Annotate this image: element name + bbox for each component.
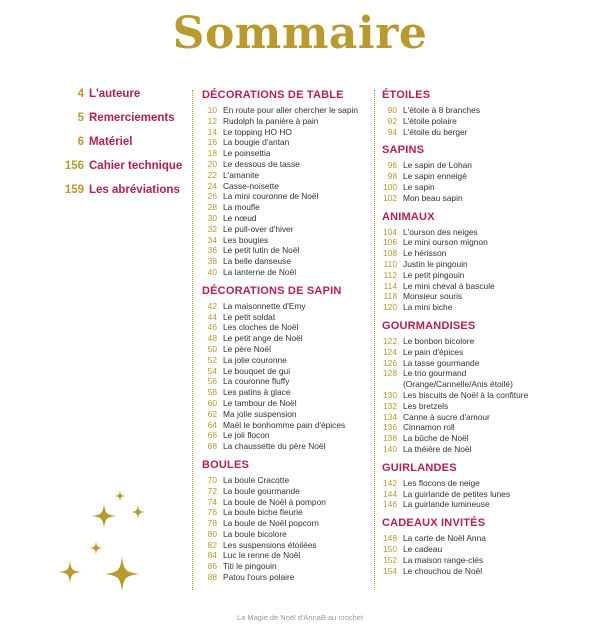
page-number: 128 [383, 368, 397, 379]
entry-label: La mini couronne de Noël [223, 191, 319, 202]
entry-label: Les flocons de neige [403, 477, 480, 488]
toc-entry[interactable] [202, 475, 374, 486]
toc-entry[interactable] [382, 291, 582, 302]
entry-label: Le petit lutin de Noël [223, 245, 300, 256]
page-number: 94 [387, 126, 397, 137]
page-number: 138 [383, 433, 397, 444]
entry-label: La couronne fluffy [223, 376, 290, 387]
front-matter-list [56, 88, 182, 208]
page-number: 124 [383, 346, 397, 357]
toc-entry[interactable] [202, 137, 374, 148]
page-number: 60 [207, 397, 217, 408]
page-number: 64 [207, 419, 217, 430]
entry-label: La bougie d'antan [223, 137, 290, 148]
page-number: 38 [207, 256, 217, 267]
toc-entry[interactable] [382, 270, 582, 281]
toc-entry[interactable] [202, 256, 374, 267]
page-number: 12 [207, 115, 217, 126]
entry-label: La guirlande de petites lunes [403, 488, 511, 499]
entry-label: Justin le pingouin [403, 258, 468, 269]
entry-label: Les biscuits de Noël à la confiture [403, 389, 529, 400]
toc-entry[interactable] [202, 366, 374, 377]
page-number: 159 [64, 184, 84, 196]
toc-entry[interactable] [382, 116, 582, 127]
page-number: 78 [207, 518, 217, 529]
entry-label: Le père Noël [223, 343, 271, 354]
page-number: 146 [383, 499, 397, 510]
entry-label: Le mini ourson mignon [403, 237, 488, 248]
page-number: 140 [383, 443, 397, 454]
toc-entry[interactable] [202, 344, 374, 355]
entry-label: Titi le pingouin [223, 561, 277, 572]
page-number: 80 [207, 528, 217, 539]
entry-label: Rudolph la panière à pain [223, 115, 319, 126]
entry-label: Le pain d'épices [403, 346, 464, 357]
toc-entry[interactable] [382, 358, 582, 369]
page-number: 144 [383, 488, 397, 499]
entry-label: Ma jolie suspension [223, 408, 297, 419]
toc-column-2 [382, 88, 582, 582]
page-number: 100 [383, 181, 397, 192]
page-number: 5 [77, 112, 84, 124]
column-divider-right [374, 90, 375, 590]
page-number: 56 [207, 376, 217, 387]
page-footer: La Magie de Noël d'AnnaB au crochet [236, 613, 364, 622]
entry-label: Le topping HO HO [223, 126, 292, 137]
page-number: 108 [383, 248, 397, 259]
toc-entry[interactable] [202, 301, 374, 312]
toc-entry[interactable] [382, 533, 582, 544]
entry-label: Mon beau sapin [403, 192, 463, 203]
toc-column-1 [202, 88, 374, 589]
page-number: 52 [207, 354, 217, 365]
toc-entry[interactable] [382, 555, 582, 566]
front-matter-label: Les abréviations [89, 184, 180, 196]
page-number: 136 [383, 422, 397, 433]
toc-entry[interactable] [202, 202, 374, 213]
entry-label: L'étoile à 8 branches [403, 105, 481, 115]
entry-label: Monsieur souris [403, 291, 463, 302]
page-number: 118 [383, 291, 397, 302]
toc-entry[interactable] [202, 430, 374, 441]
entry-label: Le trio gourmand [403, 368, 467, 379]
entry-label: Les cloches de Noël [223, 322, 299, 333]
page-number: 20 [207, 158, 217, 169]
front-matter-label: Remerciements [89, 112, 175, 124]
page-number: 4 [77, 88, 84, 100]
toc-entry[interactable] [382, 566, 582, 577]
entry-label: Le bonbon bicolore [403, 335, 475, 346]
entry-label: Cinnamon roll [403, 422, 455, 433]
page-number: 92 [387, 115, 397, 126]
section-title: GUIRLANDES [382, 461, 457, 474]
entry-label: Le poinsettia [223, 148, 271, 159]
toc-entry[interactable] [202, 409, 374, 420]
toc-entry[interactable] [382, 127, 582, 138]
entry-label: La lanterne de Noël [223, 266, 297, 277]
front-matter-label: L'auteure [89, 88, 141, 100]
toc-entry[interactable] [202, 245, 374, 256]
section-title: CADEAUX INVITÉS [382, 517, 486, 530]
toc-entry[interactable] [202, 159, 374, 170]
page-number: 54 [207, 365, 217, 376]
page-number: 70 [207, 474, 217, 485]
page-number: 46 [207, 322, 217, 333]
toc-entry[interactable] [382, 281, 582, 292]
toc-entry[interactable] [382, 422, 582, 433]
toc-entry[interactable] [202, 312, 374, 323]
toc-entry[interactable] [202, 355, 374, 366]
toc-entry[interactable] [382, 478, 582, 489]
section-title: DÉCORATIONS DE TABLE [202, 89, 344, 101]
toc-section [382, 210, 582, 313]
toc-entry[interactable] [202, 322, 374, 333]
entry-label: Le dessous de tasse [223, 158, 300, 169]
toc-section [382, 461, 582, 510]
toc-entry[interactable] [382, 237, 582, 248]
front-matter-item[interactable] [56, 184, 182, 208]
toc-entry[interactable] [382, 489, 582, 500]
page-number: 150 [383, 543, 397, 554]
entry-label: La théière de Noël [403, 443, 472, 454]
toc-entry[interactable] [202, 507, 374, 518]
toc-entry[interactable] [202, 170, 374, 181]
page-number: 18 [207, 148, 217, 159]
page-number: 26 [207, 191, 217, 202]
toc-entry[interactable] [202, 486, 374, 497]
entry-label: (Orange/Cannelle/Anis étoilé) [403, 379, 513, 390]
page-number: 142 [383, 477, 397, 488]
entry-label: Le petit soldat [223, 311, 276, 322]
entry-label: L'ourson des neiges [403, 226, 478, 237]
column-divider-left [192, 90, 193, 590]
entry-label: La belle danseuse [223, 256, 291, 267]
entry-label: Casse-noisette [223, 180, 279, 191]
toc-entry[interactable] [382, 248, 582, 259]
toc-section [202, 284, 374, 452]
front-matter-item[interactable] [56, 112, 182, 136]
page-number: 88 [207, 572, 217, 583]
entry-label: Le sapin [403, 181, 435, 192]
front-matter-label: Cahier technique [89, 160, 183, 172]
page-number: 10 [207, 105, 217, 115]
page-number: 32 [207, 223, 217, 234]
toc-entry[interactable] [202, 376, 374, 387]
page-number: 152 [383, 554, 397, 565]
entry-label: La tasse gourmande [403, 357, 480, 368]
page-number: 104 [383, 226, 397, 237]
entry-label: Patou l'ours polaire [223, 572, 295, 583]
page-number: 44 [207, 311, 217, 322]
page-number: 106 [383, 237, 397, 248]
entry-label: Le sapin de Lohan [403, 160, 472, 171]
page-number: 34 [207, 234, 217, 245]
front-matter-item[interactable] [56, 88, 182, 112]
page-number: 40 [207, 266, 217, 277]
page-number: 66 [207, 430, 217, 441]
entry-label: Le cadeau [403, 543, 443, 554]
entry-label: La jolie couronne [223, 354, 287, 365]
entry-label: La maisonnette d'Emy [223, 300, 306, 311]
toc-entry[interactable] [202, 213, 374, 224]
entry-label: La mini biche [403, 302, 453, 313]
entry-label: La boule de Noël à pompon [223, 496, 326, 507]
toc-entry[interactable] [202, 127, 374, 138]
entry-label: Le nœud [223, 212, 257, 223]
toc-entry[interactable] [202, 497, 374, 508]
page-number: 114 [383, 280, 397, 291]
entry-label: Le mini cheval à bascule [403, 280, 495, 291]
toc-entry[interactable] [202, 333, 374, 344]
toc-entry[interactable] [382, 433, 582, 444]
toc-entry[interactable] [202, 267, 374, 278]
page-number: 156 [64, 160, 84, 172]
entry-label: La guirlande lumineuse [403, 499, 490, 510]
entry-label: Le chouchou de Noël [403, 565, 483, 576]
toc-entry[interactable] [382, 336, 582, 347]
entry-label: La boule de Noël popcorn [223, 518, 319, 529]
page-number: 68 [207, 441, 217, 452]
entry-label: Le pull-over d'hiver [223, 223, 294, 234]
toc-section [382, 88, 582, 137]
toc-entry[interactable] [382, 160, 582, 171]
entry-label: Les suspensions étoilées [223, 539, 317, 550]
page-number: 76 [207, 507, 217, 518]
toc-entry[interactable] [382, 182, 582, 193]
entry-label: La boule bicolore [223, 528, 287, 539]
toc-section [382, 143, 582, 203]
page-number: 42 [207, 300, 217, 311]
page-number: 74 [207, 496, 217, 507]
toc-entry[interactable] [202, 224, 374, 235]
page-number: 84 [207, 550, 217, 561]
entry-label: La moufle [223, 202, 260, 213]
toc-entry[interactable] [202, 561, 374, 572]
entry-label: En route pour aller chercher le sapin [223, 105, 359, 115]
section-title: ANIMAUX [382, 210, 435, 223]
page-number: 130 [383, 389, 397, 400]
toc-entry[interactable] [382, 227, 582, 238]
entry-label: Les patins à glace [223, 387, 291, 398]
entry-label: Canne à sucre d'amour [403, 411, 490, 422]
entry-label: La boule gourmande [223, 485, 300, 496]
toc-entry[interactable] [382, 193, 582, 204]
entry-label: Le tambour de Noël [223, 397, 297, 408]
toc-section [382, 319, 582, 455]
page-number: 28 [207, 202, 217, 213]
page-number: 82 [207, 539, 217, 550]
toc-entry[interactable] [202, 540, 374, 551]
entry-label: La carte de Noël Anna [403, 533, 486, 544]
gold-stars-icon [56, 486, 156, 596]
toc-entry[interactable] [382, 499, 582, 510]
toc-entry[interactable] [202, 387, 374, 398]
entry-label: L'étoile polaire [403, 115, 457, 126]
page-number: 36 [207, 245, 217, 256]
front-matter-item[interactable] [56, 136, 182, 160]
page-number: 110 [383, 258, 397, 269]
entry-label: La boule Cracotte [223, 474, 290, 485]
toc-entry[interactable] [202, 148, 374, 159]
toc-entry[interactable] [382, 347, 582, 358]
section-title: GOURMANDISES [382, 319, 476, 332]
page-number: 22 [207, 169, 217, 180]
page-number: 112 [383, 269, 397, 280]
toc-entry[interactable] [202, 529, 374, 540]
toc-entry[interactable] [202, 235, 374, 246]
entry-label: La chaussette du père Noël [223, 441, 326, 452]
page-number: 86 [207, 561, 217, 572]
page-number: 24 [207, 180, 217, 191]
page-number: 154 [383, 565, 397, 576]
toc-entry[interactable] [382, 302, 582, 313]
front-matter-item[interactable] [56, 160, 182, 184]
toc-entry[interactable] [202, 518, 374, 529]
section-title: ÉTOILES [382, 89, 431, 101]
toc-entry[interactable] [382, 379, 582, 390]
toc-entry[interactable] [382, 105, 582, 116]
toc-entry[interactable] [202, 105, 374, 116]
page-number: 62 [207, 408, 217, 419]
toc-entry[interactable] [202, 116, 374, 127]
toc-entry[interactable] [382, 444, 582, 455]
page-number: 72 [207, 485, 217, 496]
toc-section [382, 516, 582, 576]
toc-entry[interactable] [382, 412, 582, 423]
page-number: 132 [383, 400, 397, 411]
toc-entry[interactable] [202, 398, 374, 409]
entry-label: Les bretzels [403, 400, 449, 411]
entry-label: Le bouquet de gui [223, 365, 291, 376]
page-number: 134 [383, 411, 397, 422]
page-number: 126 [383, 357, 397, 368]
page-number: 122 [383, 335, 397, 346]
entry-label: Luc le renne de Noël [223, 550, 301, 561]
toc-entry[interactable] [202, 550, 374, 561]
toc-entry[interactable] [202, 441, 374, 452]
entry-label: La boule biche fleurie [223, 507, 303, 518]
front-matter-label: Matériel [89, 136, 133, 148]
entry-label: L'amanite [223, 169, 260, 180]
entry-label: La maison range-clés [403, 554, 484, 565]
entry-label: Le hérisson [403, 248, 447, 259]
entry-label: Le joli flocon [223, 430, 270, 441]
page-number: 120 [383, 302, 397, 313]
page-title: Sommaire [172, 8, 428, 59]
page-number: 102 [383, 192, 397, 203]
section-title: DÉCORATIONS DE SAPIN [202, 284, 342, 297]
toc-entry[interactable] [202, 420, 374, 431]
toc-section [202, 88, 374, 278]
page-number: 58 [207, 387, 217, 398]
section-title: SAPINS [382, 144, 425, 157]
page-number: 30 [207, 212, 217, 223]
page-number: 50 [207, 343, 217, 354]
entry-label: Le petit ange de Noël [223, 333, 303, 344]
page-number: 148 [383, 533, 397, 544]
entry-label: Le sapin enneigé [403, 171, 467, 182]
toc-entry[interactable] [382, 171, 582, 182]
entry-label: Le petit pingouin [403, 269, 465, 280]
page-number: 90 [387, 105, 397, 115]
page-number: 16 [207, 137, 217, 148]
toc-entry[interactable] [202, 191, 374, 202]
page-number: 6 [77, 136, 84, 148]
section-title: BOULES [202, 458, 250, 471]
entry-label: La bûche de Noël [403, 433, 469, 444]
page-number: 98 [387, 171, 397, 182]
toc-entry[interactable] [382, 390, 582, 401]
entry-label: Maël le bonhomme pain d'épices [223, 419, 346, 430]
page-number: 96 [387, 160, 397, 171]
entry-label: Les bougies [223, 234, 269, 245]
toc-entry[interactable] [382, 368, 582, 379]
page-number: 48 [207, 333, 217, 344]
toc-entry[interactable] [202, 572, 374, 583]
toc-entry[interactable] [382, 544, 582, 555]
toc-section [202, 458, 374, 583]
toc-entry[interactable] [382, 259, 582, 270]
page-number: 14 [207, 126, 217, 137]
toc-entry[interactable] [382, 401, 582, 412]
entry-label: L'étoile du berger [403, 126, 468, 137]
toc-entry[interactable] [202, 181, 374, 192]
